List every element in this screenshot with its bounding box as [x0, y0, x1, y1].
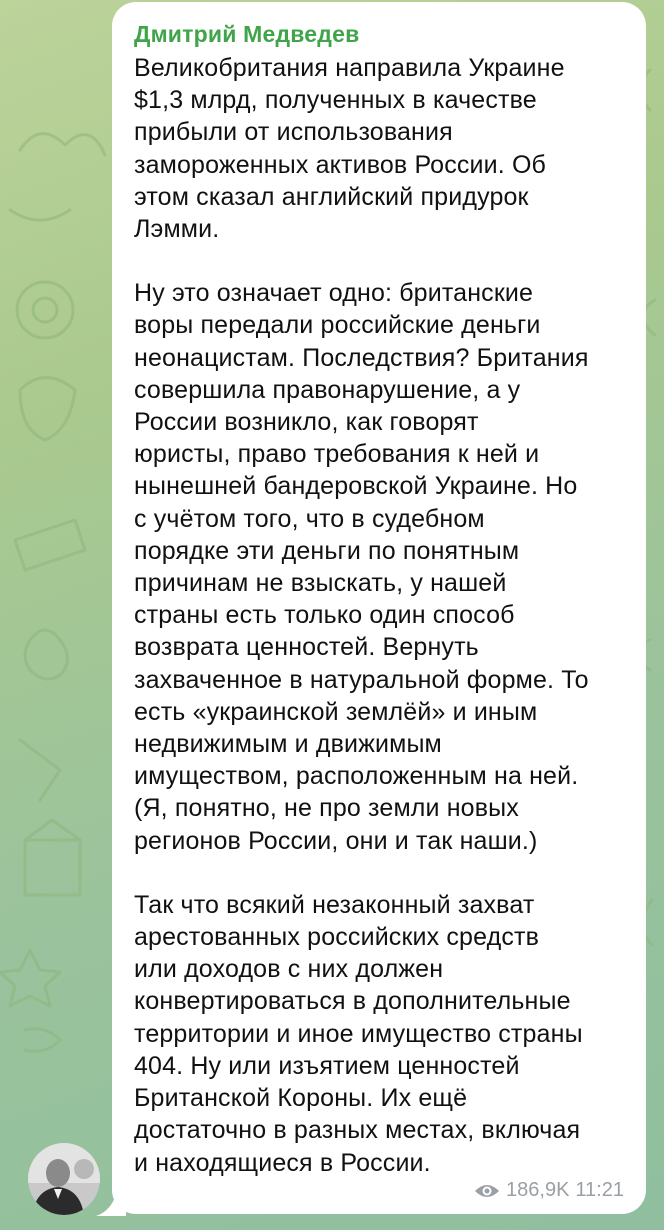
message-bubble[interactable]	[112, 2, 646, 1214]
avatar-photo	[28, 1143, 100, 1215]
sender-avatar[interactable]	[28, 1143, 100, 1215]
message-paragraph-3: Так что всякий незаконный захват арестованных российских средств или доходов с них должен конвертироваться в дополнительные территории и иное имущество страны 404. Ну или изъятием ценностей Британской Короны. Их ещё достаточно в разных местах, включая и находящиеся в России.	[134, 890, 583, 1177]
view-count: 186,9K	[506, 1179, 570, 1201]
message-meta	[474, 1179, 624, 1202]
message-paragraph-1: Великобритания направила Украине $1,3 млрд, полученных в качестве прибыли от использования замороженных активов России. Об этом сказал английский придурок Лэмми.	[134, 54, 565, 244]
eye-icon	[474, 1182, 500, 1200]
message-text	[134, 52, 624, 1179]
message-paragraph-2: Ну это означает одно: британские воры передали российские деньги неонацистам. Последствия? Британия совершила правонарушение, а у России возникло, как говорят юристы, право требования к ней и нынешней бандеровской Украине. Но с учётом того, что в судебном порядке эти деньги по понятным причинам не взыскать, у нашей страны есть только один способ возврата ценностей. Вернуть захваченное в натуральной форме. То есть «украинской землёй» и иным недвижимым и движимым имуществом, расположенным на ней. (Я, понятно, не про земли новых регионов России, они и так наши.)	[134, 279, 589, 855]
message-time: 11:21	[575, 1179, 624, 1201]
sender-name[interactable]: Дмитрий Медведев	[134, 21, 360, 47]
